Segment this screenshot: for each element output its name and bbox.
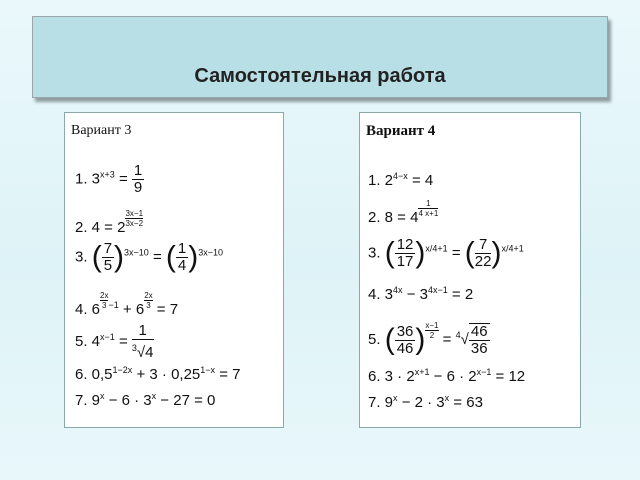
equation-7: 7. $9^x - 2 \cdot 3^x = 63$	[368, 393, 483, 411]
variant-3-card	[64, 112, 284, 428]
equation-1: 1. $3^{x+3}$ = $\frac{1}{9}$	[75, 162, 143, 196]
equation-7: 7. $9^x - 6 \cdot 3^x - 27 = 0$	[75, 391, 216, 409]
equation-5: 5. $4^{x-1}$ = $\frac{1}{^3√4}$	[75, 322, 154, 361]
equation-6: 6. $0,5^{1-2x} + 3 \cdot 0,25^{1-x} = 7$	[75, 365, 241, 383]
equation-1: 1. $2^{4-x} = 4$	[368, 171, 434, 189]
title-banner	[32, 16, 608, 98]
variant-4-card	[359, 112, 581, 428]
equation-3: 3. ( $\frac{12}{17}$ )$^{x/4+1}$ = ( $\frac{7}{22}$ )$^{x/4+1}$	[368, 236, 524, 270]
variant-4-title: Вариант 4	[366, 123, 436, 139]
equation-5: 5. ( $\frac{36}{46}$ ) $\frac{x-1}{2}$ = $^4$√ $\frac{46}{36}$	[368, 321, 488, 358]
page-title: Самостоятельная работа	[194, 65, 446, 87]
equation-4: 4. 6 $\frac{2x}{3}$ $^{-1}$ + 6 $\frac{2x}{3}$ = 7	[75, 291, 179, 318]
equation-3: 3. ( $\frac{7}{5}$ )$^{3x-10}$ = ( $\frac{1}{4}$ )$^{3x-10}$	[75, 240, 224, 274]
variant-3-title: Вариант 3	[71, 123, 132, 138]
equation-4: 4. $3^{4x} - 3^{4x-1} = 2$	[368, 285, 474, 303]
equation-6: 6. $3 \cdot 2^{x+1} - 6 \cdot 2^{x-1} = 12$	[368, 367, 526, 385]
equation-2: 2. 8 = 4 $\frac{1}{4 x+1}$	[368, 199, 439, 226]
equation-2: 2. 4 = 2 $\frac{3x-1}{3x-2}$	[75, 209, 144, 236]
